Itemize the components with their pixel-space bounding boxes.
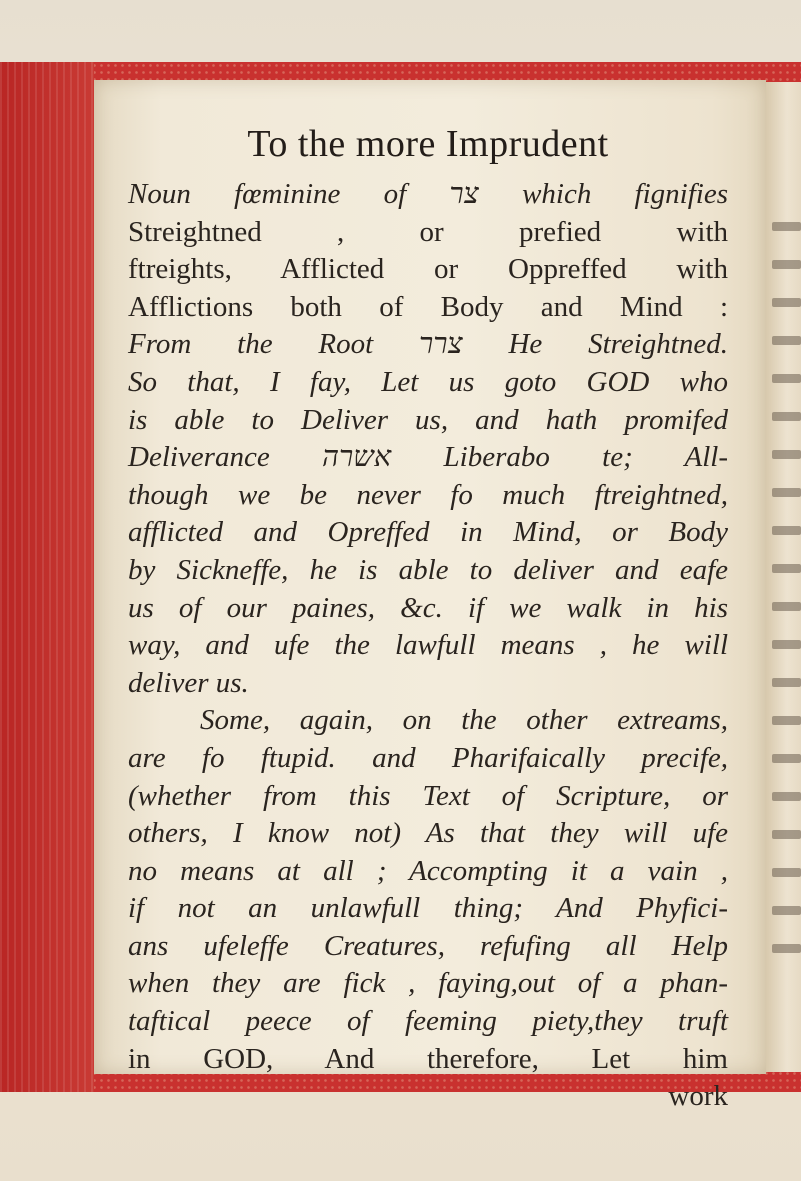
ghost-text xyxy=(772,792,801,801)
ghost-text xyxy=(772,298,801,307)
page-text-block xyxy=(128,122,728,1116)
text-line: Noun fœminine of צר which fignifies xyxy=(128,178,728,210)
ghost-text xyxy=(772,260,801,269)
page-body xyxy=(128,176,728,1116)
ghost-text xyxy=(772,526,801,535)
text-line: From the Root צרר He Streightned. xyxy=(128,328,728,361)
text-line: though we be never fo much ftreightned, xyxy=(128,478,728,511)
text-line: Afflictions both of Body and Mind : xyxy=(128,290,728,323)
ghost-text xyxy=(772,944,801,953)
text-line: ftreights, Afflicted or Oppreffed with xyxy=(128,253,728,286)
ghost-text xyxy=(772,222,801,231)
ghost-text xyxy=(772,564,801,573)
ghost-text xyxy=(772,906,801,915)
text-line: way, and ufe the lawfull means , he will xyxy=(128,629,728,662)
ghost-text xyxy=(772,830,801,839)
text-line: Streightned , or prefied with xyxy=(128,215,728,248)
text-line: afflicted and Opreffed in Mind, or Body xyxy=(128,516,728,549)
catchword: work xyxy=(668,1080,728,1113)
ghost-text xyxy=(772,716,801,725)
text-line: when they are fick , faying,out of a phan- xyxy=(128,967,728,1000)
ghost-text xyxy=(772,450,801,459)
text-line: in GOD, And therefore, Let him xyxy=(128,1042,728,1075)
text-line: others, I know not) As that they will ufe xyxy=(128,817,728,850)
page-heading: To the more Imprudent xyxy=(247,123,609,165)
book-page xyxy=(94,80,766,1113)
ghost-text xyxy=(772,678,801,687)
text-line: is able to Deliver us, and hath promifed xyxy=(128,403,728,436)
ghost-text xyxy=(772,336,801,345)
text-line: us of our paines, &c. if we walk in his xyxy=(128,591,728,624)
ghost-text xyxy=(772,640,801,649)
text-line: So that, I fay, Let us goto GOD who xyxy=(128,365,728,398)
ghost-text xyxy=(772,602,801,611)
ghost-text xyxy=(772,374,801,383)
text-line: by Sickneffe, he is able to deliver and eafe xyxy=(128,553,728,586)
text-line: Deliverance אשרה Liberabo te; All- xyxy=(128,441,729,474)
ghost-text xyxy=(772,488,801,497)
ghost-text xyxy=(772,412,801,421)
ghost-text xyxy=(772,868,801,877)
text-line: no means at all ; Accompting it a vain , xyxy=(128,854,728,887)
text-line: deliver us. xyxy=(128,666,249,699)
text-line: ans ufeleffe Creatures, refufing all Help xyxy=(128,929,728,962)
ghost-text xyxy=(772,754,801,763)
adjacent-page-edge xyxy=(766,82,801,1072)
cover-left-edge xyxy=(0,62,94,1092)
text-line: if not an unlawfull thing; And Phyfici- xyxy=(128,892,728,925)
text-line: Some, again, on the other extreams, xyxy=(200,704,728,737)
text-line: (whether from this Text of Scripture, or xyxy=(128,779,728,812)
text-line: are fo ftupid. and Pharifaically precife, xyxy=(128,741,728,774)
text-line: taftical peece of feeming piety,they truft xyxy=(128,1005,728,1038)
